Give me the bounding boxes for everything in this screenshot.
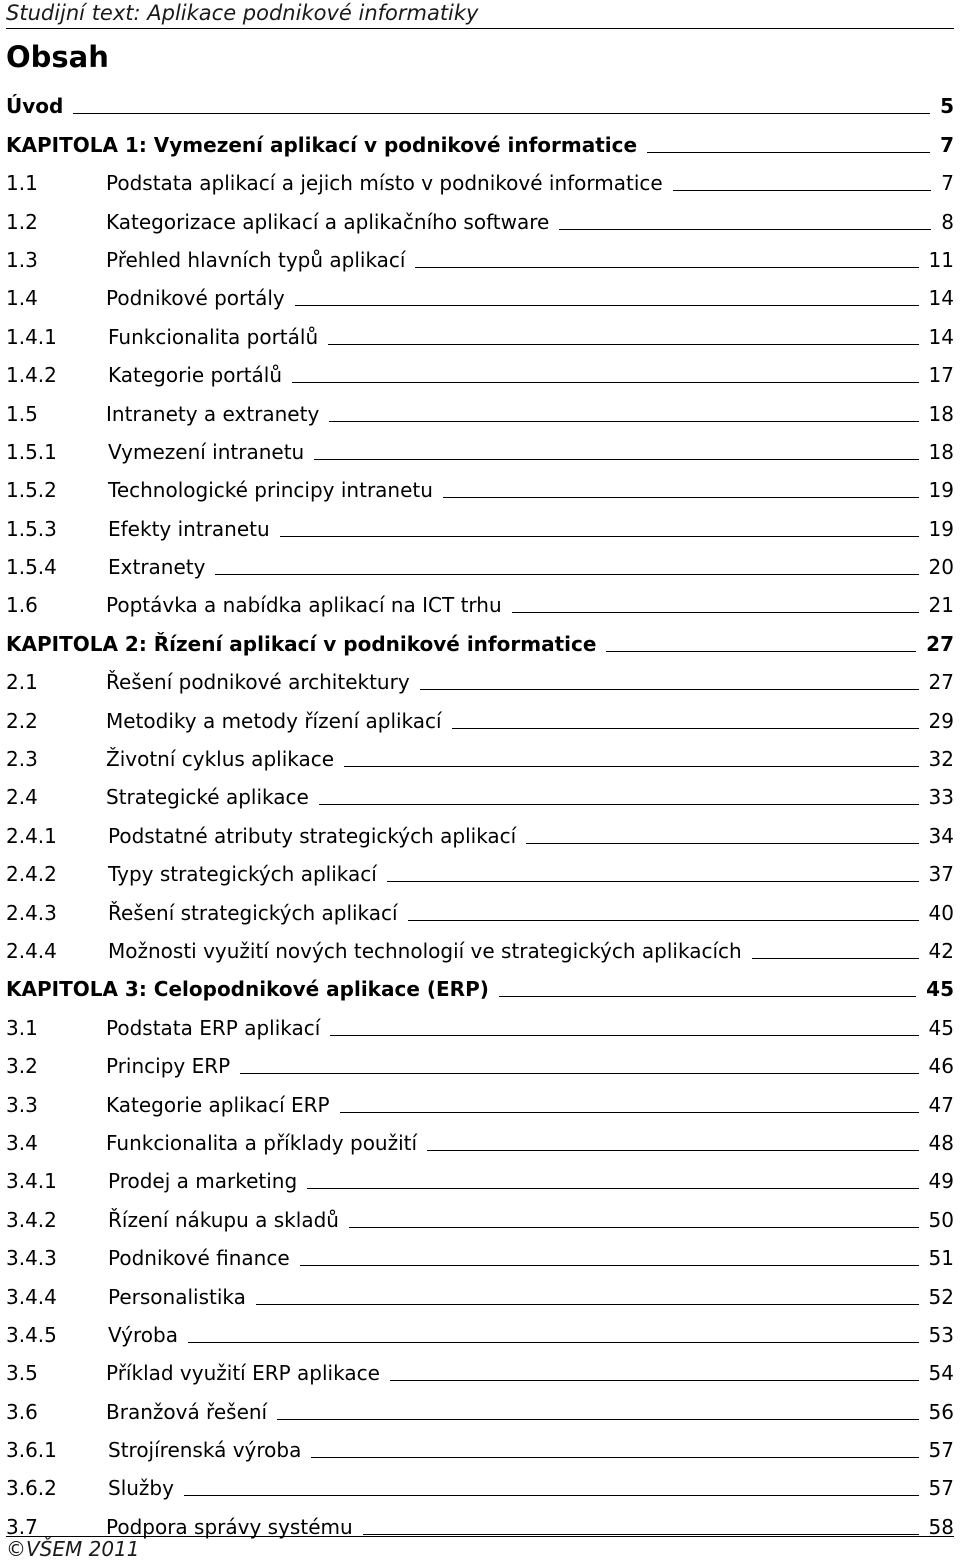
toc-entry[interactable] — [6, 617, 954, 655]
toc-entry-page: 53 — [928, 1322, 954, 1347]
toc-entry-number: 2.1 — [6, 670, 38, 695]
toc-entry-title: Branžová řešení — [106, 1399, 268, 1424]
toc-entry-number: 2.4.1 — [6, 823, 57, 848]
toc-leader-line — [387, 881, 919, 882]
toc-entry-number: 3.4.4 — [6, 1284, 57, 1309]
toc-entry[interactable] — [6, 1193, 954, 1231]
toc-entry-number: 3.4.3 — [6, 1246, 57, 1271]
toc-entry-number: 3.4.2 — [6, 1207, 57, 1232]
toc-entry[interactable] — [6, 771, 954, 809]
toc-entry-title: Personalistika — [108, 1284, 246, 1309]
toc-leader-line — [408, 920, 919, 921]
toc-entry-number: 1.5.4 — [6, 555, 57, 580]
toc-entry-page: 19 — [928, 516, 954, 541]
toc-entry-page: 45 — [928, 1015, 954, 1040]
toc-entry-title: Extranety — [108, 555, 206, 580]
toc-entry-number: 3.6 — [6, 1399, 38, 1424]
toc-entry-page: 5 — [940, 94, 954, 119]
toc-entry-page: 42 — [928, 938, 954, 963]
toc-entry-number: 1.6 — [6, 593, 38, 618]
toc-entry-number: 3.1 — [6, 1015, 38, 1040]
toc-entry[interactable] — [6, 886, 954, 924]
toc-entry-page: 54 — [928, 1361, 954, 1386]
toc-entry-page: 11 — [928, 247, 954, 272]
toc-entry-page: 32 — [928, 747, 954, 772]
toc-entry[interactable] — [6, 426, 954, 464]
toc-entry-page: 57 — [928, 1476, 954, 1501]
toc-entry-number: 1.5.3 — [6, 516, 57, 541]
toc-entry-page: 27 — [926, 631, 954, 656]
toc-entry-title: Kategorie aplikací ERP — [106, 1092, 330, 1117]
toc-entry[interactable] — [6, 1232, 954, 1270]
toc-entry[interactable] — [6, 1385, 954, 1423]
toc-leader-line — [344, 766, 919, 767]
toc-entry-number: 2.4 — [6, 785, 38, 810]
toc-entry-page: 18 — [928, 401, 954, 426]
toc-entry-page: 17 — [928, 363, 954, 388]
toc-entry-number: 2.2 — [6, 708, 38, 733]
toc-entry-page: 58 — [928, 1514, 954, 1539]
toc-leader-line — [188, 1342, 919, 1343]
toc-leader-line — [73, 113, 930, 114]
toc-entry-title: Řízení nákupu a skladů — [108, 1207, 339, 1232]
toc-entry-title: Funkcionalita a příklady použití — [106, 1130, 418, 1155]
toc-entry-title: Principy ERP — [106, 1054, 231, 1079]
toc-entry-title: Příklad využití ERP aplikace — [106, 1361, 380, 1386]
toc-entry[interactable] — [6, 387, 954, 425]
running-header-text: Studijní text: Aplikace podnikové informatiky — [6, 1, 479, 25]
toc-entry-title: KAPITOLA 2: Řízení aplikací v podnikové informatice — [6, 631, 597, 656]
toc-entry[interactable] — [6, 925, 954, 963]
toc-leader-line — [673, 190, 932, 191]
toc-entry[interactable] — [6, 1155, 954, 1193]
toc-entry-page: 47 — [928, 1092, 954, 1117]
toc-leader-line — [295, 305, 919, 306]
toc-entry-title: Kategorie portálů — [108, 363, 283, 388]
toc-leader-line — [499, 996, 916, 997]
toc-entry[interactable] — [6, 349, 954, 387]
toc-entry-page: 37 — [928, 862, 954, 887]
running-footer — [6, 1536, 954, 1561]
toc-entry-number: 1.1 — [6, 171, 38, 196]
toc-entry-page: 21 — [928, 593, 954, 618]
toc-entry-title: KAPITOLA 1: Vymezení aplikací v podnikové informatice — [6, 132, 638, 157]
toc-entry-title: Typy strategických aplikací — [108, 862, 377, 887]
toc-entry[interactable] — [6, 195, 954, 233]
toc-entry-title: Strategické aplikace — [106, 785, 309, 810]
toc-entry-title: Kategorizace aplikací a aplikačního software — [106, 209, 550, 234]
toc-leader-line — [184, 1495, 919, 1496]
table-of-contents — [6, 80, 954, 1539]
toc-entry-page: 40 — [928, 900, 954, 925]
toc-entry-page: 57 — [928, 1438, 954, 1463]
toc-entry-page: 14 — [928, 286, 954, 311]
toc-entry[interactable] — [6, 1040, 954, 1078]
toc-entry-page: 33 — [928, 785, 954, 810]
toc-entry-title: Přehled hlavních typů aplikací — [106, 247, 406, 272]
toc-leader-line — [512, 612, 919, 613]
toc-entry[interactable] — [6, 1309, 954, 1347]
toc-entry-title: Řešení strategických aplikací — [108, 900, 398, 925]
toc-entry-title: Funkcionalita portálů — [108, 324, 319, 349]
toc-entry-title: Úvod — [6, 94, 64, 119]
toc-entry-page: 52 — [928, 1284, 954, 1309]
toc-entry-number: 3.6.2 — [6, 1476, 57, 1501]
toc-entry-title: Podpora správy systému — [106, 1514, 353, 1539]
toc-entry-number: 1.5 — [6, 401, 38, 426]
toc-entry[interactable] — [6, 1078, 954, 1116]
toc-leader-line — [292, 382, 919, 383]
toc-entry[interactable] — [6, 656, 954, 694]
toc-entry-number: 3.5 — [6, 1361, 38, 1386]
toc-leader-line — [311, 1457, 918, 1458]
toc-leader-line — [559, 229, 931, 230]
toc-leader-line — [328, 344, 918, 345]
toc-leader-line — [280, 536, 919, 537]
toc-entry-title: Řešení podnikové architektury — [106, 670, 410, 695]
toc-leader-line — [363, 1534, 919, 1535]
toc-entry-page: 20 — [928, 555, 954, 580]
toc-entry[interactable] — [6, 809, 954, 847]
toc-leader-line — [415, 267, 918, 268]
toc-entry-page: 46 — [928, 1054, 954, 1079]
toc-entry[interactable] — [6, 80, 954, 118]
toc-entry-title: Podnikové portály — [106, 286, 285, 311]
toc-leader-line — [752, 958, 919, 959]
toc-entry-page: 34 — [928, 823, 954, 848]
toc-leader-line — [314, 459, 918, 460]
toc-leader-line — [277, 1419, 918, 1420]
toc-leader-line — [330, 1035, 918, 1036]
toc-entry-title: Prodej a marketing — [108, 1169, 298, 1194]
toc-entry-page: 56 — [928, 1399, 954, 1424]
toc-entry-number: 1.3 — [6, 247, 38, 272]
toc-entry[interactable] — [6, 848, 954, 886]
toc-entry-number: 3.2 — [6, 1054, 38, 1079]
toc-entry-title: Podstata aplikací a jejich místo v podnikové informatice — [106, 171, 663, 196]
toc-entry-number: 2.4.2 — [6, 862, 57, 887]
toc-entry-number: 3.4.1 — [6, 1169, 57, 1194]
toc-entry[interactable] — [6, 1500, 954, 1538]
toc-entry-title: Služby — [108, 1476, 174, 1501]
page-title: Obsah — [6, 40, 109, 74]
toc-entry-page: 14 — [928, 324, 954, 349]
toc-entry-title: KAPITOLA 3: Celopodnikové aplikace (ERP) — [6, 977, 489, 1002]
toc-entry[interactable] — [6, 541, 954, 579]
toc-leader-line — [319, 804, 919, 805]
toc-entry-page: 27 — [928, 670, 954, 695]
toc-entry-page: 29 — [928, 708, 954, 733]
toc-entry-title: Podstata ERP aplikací — [106, 1015, 321, 1040]
toc-leader-line — [300, 1265, 919, 1266]
toc-leader-line — [256, 1304, 919, 1305]
toc-entry-number: 3.4.5 — [6, 1322, 57, 1347]
toc-entry-number: 3.3 — [6, 1092, 38, 1117]
toc-entry-title: Metodiky a metody řízení aplikací — [106, 708, 442, 733]
toc-entry-title: Poptávka a nabídka aplikací na ICT trhu — [106, 593, 502, 618]
running-header — [6, 0, 954, 29]
toc-entry[interactable] — [6, 963, 954, 1001]
toc-entry-title: Intranety a extranety — [106, 401, 320, 426]
toc-leader-line — [349, 1227, 919, 1228]
toc-entry-number: 1.4 — [6, 286, 38, 311]
toc-entry-title: Technologické principy intranetu — [108, 478, 433, 503]
toc-entry-title: Podnikové finance — [108, 1246, 290, 1271]
toc-leader-line — [526, 843, 918, 844]
toc-leader-line — [340, 1112, 919, 1113]
toc-entry[interactable] — [6, 464, 954, 502]
toc-entry-title: Efekty intranetu — [108, 516, 270, 541]
toc-leader-line — [647, 152, 930, 153]
toc-entry[interactable] — [6, 1270, 954, 1308]
toc-entry-title: Výroba — [108, 1322, 178, 1347]
toc-entry[interactable] — [6, 694, 954, 732]
toc-entry-page: 7 — [941, 171, 954, 196]
toc-entry-number: 1.5.2 — [6, 478, 57, 503]
toc-entry-number: 1.2 — [6, 209, 38, 234]
toc-entry-title: Životní cyklus aplikace — [106, 747, 335, 772]
toc-entry-page: 18 — [928, 439, 954, 464]
toc-leader-line — [215, 574, 918, 575]
toc-entry-number: 3.4 — [6, 1130, 38, 1155]
toc-entry-title: Vymezení intranetu — [108, 439, 305, 464]
toc-entry-page: 51 — [928, 1246, 954, 1271]
toc-entry-number: 3.6.1 — [6, 1438, 57, 1463]
toc-leader-line — [606, 651, 916, 652]
toc-leader-line — [329, 421, 918, 422]
toc-entry-number: 1.4.2 — [6, 363, 57, 388]
toc-entry[interactable] — [6, 234, 954, 272]
footer-text: VŠEM 2011 — [26, 1537, 140, 1561]
toc-entry[interactable] — [6, 1117, 954, 1155]
toc-entry-title: Strojírenská výroba — [108, 1438, 302, 1463]
toc-leader-line — [420, 689, 919, 690]
toc-entry[interactable] — [6, 157, 954, 195]
toc-entry-number: 2.4.3 — [6, 900, 57, 925]
toc-entry[interactable] — [6, 1462, 954, 1500]
toc-entry[interactable] — [6, 1424, 954, 1462]
toc-entry[interactable] — [6, 310, 954, 348]
toc-entry-number: 1.5.1 — [6, 439, 57, 464]
toc-entry-page: 50 — [928, 1207, 954, 1232]
toc-leader-line — [443, 497, 919, 498]
toc-entry-number: 3.7 — [6, 1514, 38, 1539]
toc-entry[interactable] — [6, 1001, 954, 1039]
toc-entry[interactable] — [6, 1347, 954, 1385]
toc-entry-page: 45 — [926, 977, 954, 1002]
toc-leader-line — [390, 1380, 919, 1381]
toc-leader-line — [427, 1150, 918, 1151]
toc-entry-number: 2.4.4 — [6, 938, 57, 963]
toc-entry[interactable] — [6, 733, 954, 771]
toc-entry[interactable] — [6, 118, 954, 156]
toc-entry-title: Podstatné atributy strategických aplikací — [108, 823, 517, 848]
toc-entry[interactable] — [6, 579, 954, 617]
toc-leader-line — [240, 1073, 918, 1074]
toc-entry-page: 49 — [928, 1169, 954, 1194]
toc-leader-line — [452, 728, 919, 729]
toc-entry-number: 1.4.1 — [6, 324, 57, 349]
toc-entry-page: 19 — [928, 478, 954, 503]
toc-leader-line — [307, 1188, 918, 1189]
toc-entry-page: 8 — [941, 209, 954, 234]
toc-entry-title: Možnosti využití nových technologií ve strategických aplikacích — [108, 938, 742, 963]
toc-entry[interactable] — [6, 272, 954, 310]
toc-entry-number: 2.3 — [6, 747, 38, 772]
copyright-icon: © — [6, 1537, 26, 1561]
toc-entry-page: 48 — [928, 1130, 954, 1155]
toc-entry-page: 7 — [940, 132, 954, 157]
toc-entry[interactable] — [6, 502, 954, 540]
